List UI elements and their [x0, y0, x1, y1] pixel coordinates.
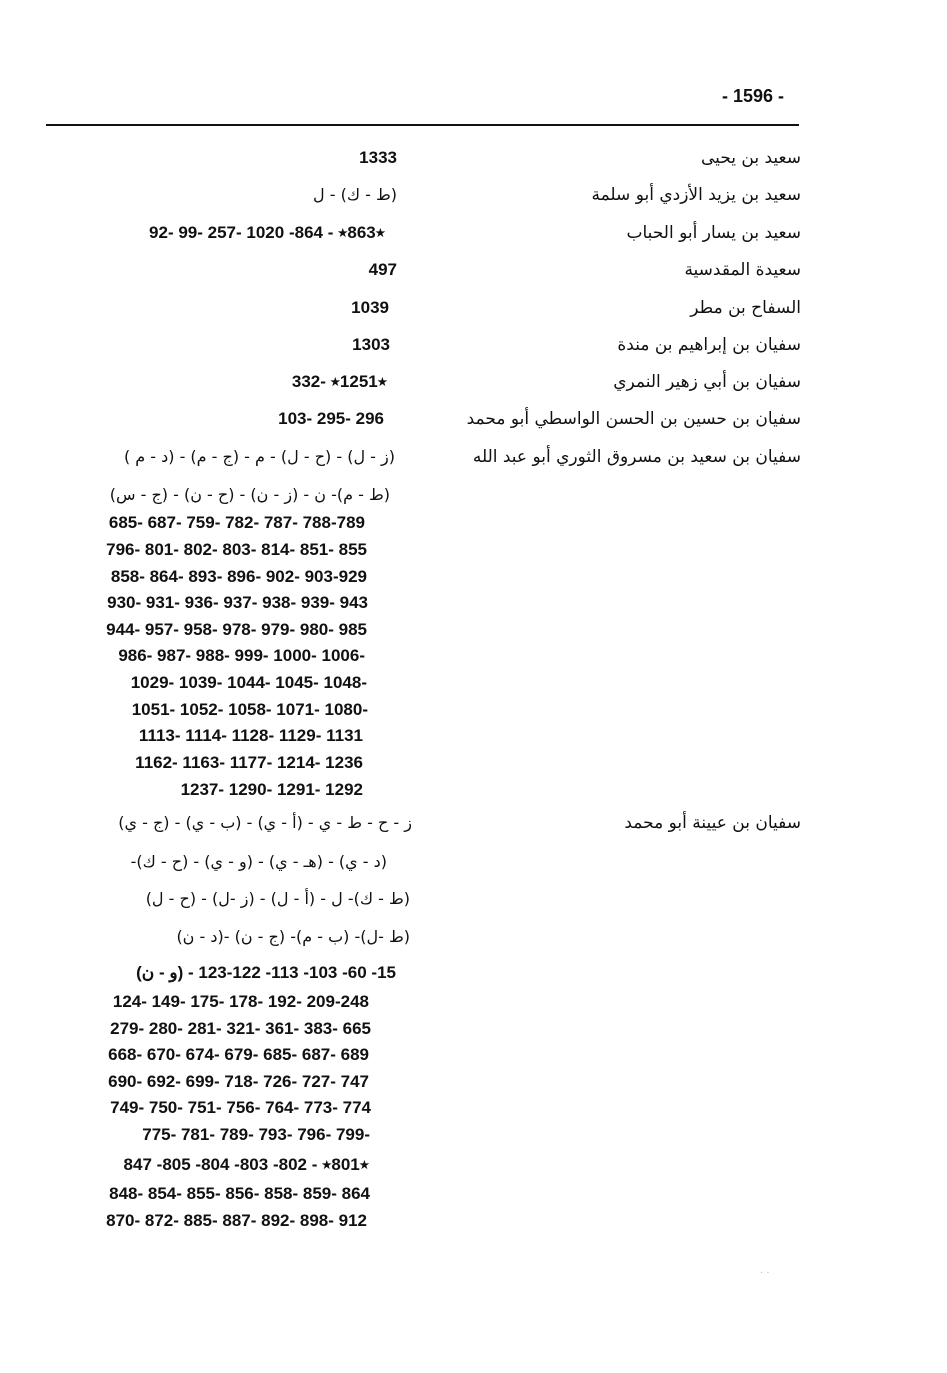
entry-references: 986- 987- 988- 999- 1000- 1006- — [118, 646, 365, 665]
entry-name: سعيد بن يحيى — [701, 148, 801, 168]
index-entry — [0, 1155, 947, 1185]
index-entry — [0, 1125, 947, 1155]
index-entry — [0, 852, 947, 882]
entry-references: ز - ح - ط - ي - (أ - ي) - (ب - ي) - (ج - ي) — [118, 813, 412, 832]
entry-references: 944- 957- 958- 978- 979- 980- 985 — [106, 620, 367, 639]
entry-references: (و - ن) - 15- 60- 103- 113- 122-123 — [136, 963, 396, 982]
entry-references: (ز - ل) - (ح - ل) - م - (ج - م) - (د - م ) — [123, 447, 395, 466]
index-entry — [0, 540, 947, 570]
entry-references: 103- 295- 296 — [278, 409, 384, 428]
entry-references: ٭801٭ - 802- 803- 804- 805- 847 — [123, 1155, 369, 1174]
entry-references: 1333 — [359, 148, 397, 167]
header-rule — [46, 124, 799, 126]
index-entry — [0, 1045, 947, 1075]
index-entry — [0, 513, 947, 543]
index-entry — [0, 646, 947, 676]
entry-name: سفيان بن أبي زهير النمري — [613, 372, 801, 392]
entry-references: (ط - ك) - ل — [313, 185, 397, 204]
index-entry — [0, 780, 947, 810]
entry-references: 1029- 1039- 1044- 1045- 1048- — [130, 673, 367, 692]
index-entry — [0, 335, 947, 365]
index-entry — [0, 260, 947, 290]
entry-references: (ط -ل)- (ب - م)- (ج - ن) -(د - ن) — [176, 927, 410, 946]
index-entry — [0, 992, 947, 1022]
entry-references: 1237- 1290- 1291- 1292 — [180, 780, 363, 799]
entry-references: 848- 854- 855- 856- 858- 859- 864 — [109, 1184, 370, 1203]
entry-references: 690- 692- 699- 718- 726- 727- 747 — [108, 1072, 369, 1091]
entry-references: 749- 750- 751- 756- 764- 773- 774 — [110, 1098, 371, 1117]
index-entry — [0, 372, 947, 402]
index-entry — [0, 593, 947, 623]
entry-name: السفاح بن مطر — [690, 298, 801, 318]
entry-references: (ط - م)- ن - (ز - ن) - (ح - ن) - (ج - س) — [109, 485, 390, 504]
entry-references: (د - ي) - (هـ - ي) - (و - ي) - (ح - ك)- — [130, 852, 387, 871]
entry-references: 332- ٭1251٭ — [291, 372, 387, 391]
index-entry — [0, 1098, 947, 1128]
entry-references: 1113- 1114- 1128- 1129- 1131 — [138, 726, 363, 745]
index-entry — [0, 963, 947, 993]
entry-references: 930- 931- 936- 937- 938- 939- 943 — [107, 593, 368, 612]
entry-references: 870- 872- 885- 887- 892- 898- 912 — [106, 1211, 367, 1230]
index-entry — [0, 298, 947, 328]
entry-name: سفيان بن سعيد بن مسروق الثوري أبو عبد الله — [472, 447, 801, 467]
index-entry — [0, 813, 947, 843]
entry-references: 124- 149- 175- 178- 192- 209-248 — [112, 992, 369, 1011]
scan-speck: · · — [760, 1268, 770, 1279]
entry-references: 858- 864- 893- 896- 902- 903-929 — [110, 567, 367, 586]
index-entry — [0, 148, 947, 178]
index-entry — [0, 223, 947, 253]
index-entry — [0, 447, 947, 477]
entry-references: 92- 99- 257- ٭863٭ - 864- 1020 — [149, 223, 385, 242]
entry-references: 668- 670- 674- 679- 685- 687- 689 — [108, 1045, 369, 1064]
entry-name: سفيان بن حسين بن الحسن الواسطي أبو محمد — [466, 409, 801, 429]
entry-references: 1039 — [351, 298, 389, 317]
entry-name: سعيد بن يزيد الأزدي أبو سلمة — [591, 185, 801, 205]
entry-references: 279- 280- 281- 321- 361- 383- 665 — [110, 1019, 371, 1038]
entry-references: (ط - ك)- ل - (أ - ل) - (ز -ل) - (ح - ل) — [145, 889, 410, 908]
index-entry — [0, 673, 947, 703]
entry-name: سفيان بن إبراهيم بن مندة — [617, 335, 801, 355]
entry-references: 775- 781- 789- 793- 796- 799- — [142, 1125, 370, 1144]
entry-name: سعيد بن يسار أبو الحباب — [626, 223, 801, 243]
index-entry — [0, 889, 947, 919]
entry-references: 685- 687- 759- 782- 787- 788-789 — [108, 513, 365, 532]
index-entry — [0, 1211, 947, 1241]
entry-name: سعيدة المقدسية — [684, 260, 801, 280]
index-entry — [0, 409, 947, 439]
entry-references: 1051- 1052- 1058- 1071- 1080- — [131, 700, 368, 719]
entry-references: 1162- 1163- 1177- 1214- 1236 — [135, 753, 363, 772]
entry-references: 497 — [368, 260, 397, 279]
index-entry — [0, 927, 947, 957]
index-entry — [0, 485, 947, 515]
entry-references: 1303 — [352, 335, 390, 354]
page-number: - 1596 - — [722, 86, 785, 106]
entry-name: سفيان بن عيينة أبو محمد — [624, 813, 801, 833]
index-entry — [0, 726, 947, 756]
index-entry — [0, 1184, 947, 1214]
entry-references: 796- 801- 802- 803- 814- 851- 855 — [106, 540, 367, 559]
index-entry — [0, 185, 947, 215]
index-entry — [0, 753, 947, 783]
